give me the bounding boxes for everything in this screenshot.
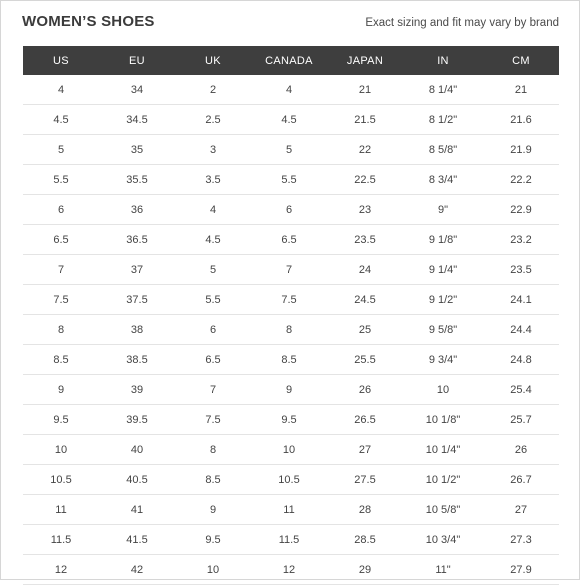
cell-in: 10 1/8"	[403, 405, 483, 435]
table-row	[23, 195, 559, 225]
cell-uk: 5.5	[175, 285, 251, 315]
cell-uk: 7	[175, 375, 251, 405]
cell-eu: 39	[99, 375, 175, 405]
cell-cm: 22.2	[483, 165, 559, 195]
table-row	[23, 435, 559, 465]
cell-canada: 8	[251, 315, 327, 345]
cell-canada: 6	[251, 195, 327, 225]
cell-japan: 28	[327, 495, 403, 525]
cell-uk: 6.5	[175, 345, 251, 375]
cell-cm: 27.9	[483, 555, 559, 585]
cell-japan: 29	[327, 555, 403, 585]
cell-us: 12	[23, 555, 99, 585]
cell-in: 9"	[403, 195, 483, 225]
cell-us: 8.5	[23, 345, 99, 375]
table-row	[23, 105, 559, 135]
cell-in: 8 1/4"	[403, 75, 483, 105]
column-header-canada: CANADA	[251, 46, 327, 75]
cell-us: 10.5	[23, 465, 99, 495]
cell-uk: 7.5	[175, 405, 251, 435]
cell-japan: 26.5	[327, 405, 403, 435]
cell-japan: 22	[327, 135, 403, 165]
cell-cm: 25.4	[483, 375, 559, 405]
cell-canada: 5.5	[251, 165, 327, 195]
cell-japan: 24	[327, 255, 403, 285]
table-row	[23, 375, 559, 405]
cell-uk: 8.5	[175, 465, 251, 495]
cell-eu: 34	[99, 75, 175, 105]
cell-eu: 37	[99, 255, 175, 285]
cell-us: 7.5	[23, 285, 99, 315]
cell-uk: 10	[175, 555, 251, 585]
size-conversion-table	[23, 46, 559, 585]
cell-eu: 40	[99, 435, 175, 465]
table-row	[23, 315, 559, 345]
cell-uk: 2.5	[175, 105, 251, 135]
chart-header	[1, 1, 579, 45]
table-row	[23, 255, 559, 285]
cell-uk: 4	[175, 195, 251, 225]
column-header-japan: JAPAN	[327, 46, 403, 75]
cell-canada: 4	[251, 75, 327, 105]
fit-disclaimer: Exact sizing and fit may vary by brand	[365, 17, 559, 29]
cell-us: 4	[23, 75, 99, 105]
cell-japan: 25.5	[327, 345, 403, 375]
cell-cm: 21	[483, 75, 559, 105]
table-body	[23, 75, 559, 585]
cell-canada: 8.5	[251, 345, 327, 375]
cell-canada: 10.5	[251, 465, 327, 495]
table-row	[23, 555, 559, 585]
page-title: WOMEN’S SHOES	[22, 13, 155, 30]
cell-canada: 9.5	[251, 405, 327, 435]
cell-cm: 24.8	[483, 345, 559, 375]
table-row	[23, 525, 559, 555]
cell-us: 9.5	[23, 405, 99, 435]
cell-cm: 24.4	[483, 315, 559, 345]
column-header-uk: UK	[175, 46, 251, 75]
table-row	[23, 165, 559, 195]
cell-cm: 27	[483, 495, 559, 525]
cell-uk: 6	[175, 315, 251, 345]
cell-eu: 41.5	[99, 525, 175, 555]
cell-japan: 23	[327, 195, 403, 225]
cell-japan: 28.5	[327, 525, 403, 555]
cell-eu: 36	[99, 195, 175, 225]
cell-cm: 23.5	[483, 255, 559, 285]
cell-uk: 2	[175, 75, 251, 105]
cell-canada: 6.5	[251, 225, 327, 255]
cell-canada: 5	[251, 135, 327, 165]
column-header-eu: EU	[99, 46, 175, 75]
cell-us: 7	[23, 255, 99, 285]
cell-in: 9 5/8"	[403, 315, 483, 345]
cell-eu: 34.5	[99, 105, 175, 135]
cell-uk: 5	[175, 255, 251, 285]
cell-eu: 41	[99, 495, 175, 525]
cell-canada: 12	[251, 555, 327, 585]
cell-japan: 22.5	[327, 165, 403, 195]
cell-uk: 9	[175, 495, 251, 525]
cell-us: 6.5	[23, 225, 99, 255]
cell-uk: 4.5	[175, 225, 251, 255]
table-row	[23, 345, 559, 375]
cell-cm: 26.7	[483, 465, 559, 495]
cell-japan: 26	[327, 375, 403, 405]
cell-us: 5.5	[23, 165, 99, 195]
cell-cm: 22.9	[483, 195, 559, 225]
table-row	[23, 135, 559, 165]
cell-eu: 36.5	[99, 225, 175, 255]
cell-canada: 11.5	[251, 525, 327, 555]
cell-us: 6	[23, 195, 99, 225]
cell-cm: 23.2	[483, 225, 559, 255]
cell-us: 9	[23, 375, 99, 405]
cell-cm: 21.6	[483, 105, 559, 135]
cell-japan: 24.5	[327, 285, 403, 315]
cell-japan: 27	[327, 435, 403, 465]
cell-eu: 38	[99, 315, 175, 345]
cell-in: 10 3/4"	[403, 525, 483, 555]
cell-in: 10	[403, 375, 483, 405]
cell-canada: 10	[251, 435, 327, 465]
cell-eu: 35	[99, 135, 175, 165]
table-row	[23, 465, 559, 495]
cell-in: 8 1/2"	[403, 105, 483, 135]
size-table-container	[23, 46, 559, 585]
table-header	[23, 46, 559, 75]
cell-japan: 25	[327, 315, 403, 345]
cell-canada: 7	[251, 255, 327, 285]
cell-canada: 4.5	[251, 105, 327, 135]
cell-cm: 25.7	[483, 405, 559, 435]
cell-us: 10	[23, 435, 99, 465]
table-header-row	[23, 46, 559, 75]
cell-us: 11	[23, 495, 99, 525]
cell-uk: 9.5	[175, 525, 251, 555]
cell-us: 4.5	[23, 105, 99, 135]
cell-us: 8	[23, 315, 99, 345]
cell-eu: 38.5	[99, 345, 175, 375]
cell-japan: 23.5	[327, 225, 403, 255]
cell-us: 11.5	[23, 525, 99, 555]
cell-in: 10 5/8"	[403, 495, 483, 525]
cell-in: 9 3/4"	[403, 345, 483, 375]
cell-japan: 27.5	[327, 465, 403, 495]
cell-in: 9 1/8"	[403, 225, 483, 255]
cell-eu: 40.5	[99, 465, 175, 495]
cell-canada: 11	[251, 495, 327, 525]
cell-eu: 39.5	[99, 405, 175, 435]
cell-in: 9 1/4"	[403, 255, 483, 285]
cell-canada: 9	[251, 375, 327, 405]
column-header-in: IN	[403, 46, 483, 75]
cell-in: 11"	[403, 555, 483, 585]
cell-cm: 27.3	[483, 525, 559, 555]
cell-us: 5	[23, 135, 99, 165]
table-row	[23, 495, 559, 525]
table-row	[23, 405, 559, 435]
column-header-us: US	[23, 46, 99, 75]
cell-cm: 24.1	[483, 285, 559, 315]
cell-in: 8 3/4"	[403, 165, 483, 195]
cell-uk: 3.5	[175, 165, 251, 195]
table-row	[23, 75, 559, 105]
column-header-cm: CM	[483, 46, 559, 75]
cell-cm: 26	[483, 435, 559, 465]
cell-japan: 21.5	[327, 105, 403, 135]
cell-japan: 21	[327, 75, 403, 105]
cell-in: 8 5/8"	[403, 135, 483, 165]
cell-in: 9 1/2"	[403, 285, 483, 315]
cell-in: 10 1/2"	[403, 465, 483, 495]
cell-eu: 35.5	[99, 165, 175, 195]
table-row	[23, 285, 559, 315]
table-row	[23, 225, 559, 255]
cell-canada: 7.5	[251, 285, 327, 315]
cell-eu: 37.5	[99, 285, 175, 315]
cell-uk: 8	[175, 435, 251, 465]
cell-cm: 21.9	[483, 135, 559, 165]
cell-eu: 42	[99, 555, 175, 585]
cell-uk: 3	[175, 135, 251, 165]
cell-in: 10 1/4"	[403, 435, 483, 465]
